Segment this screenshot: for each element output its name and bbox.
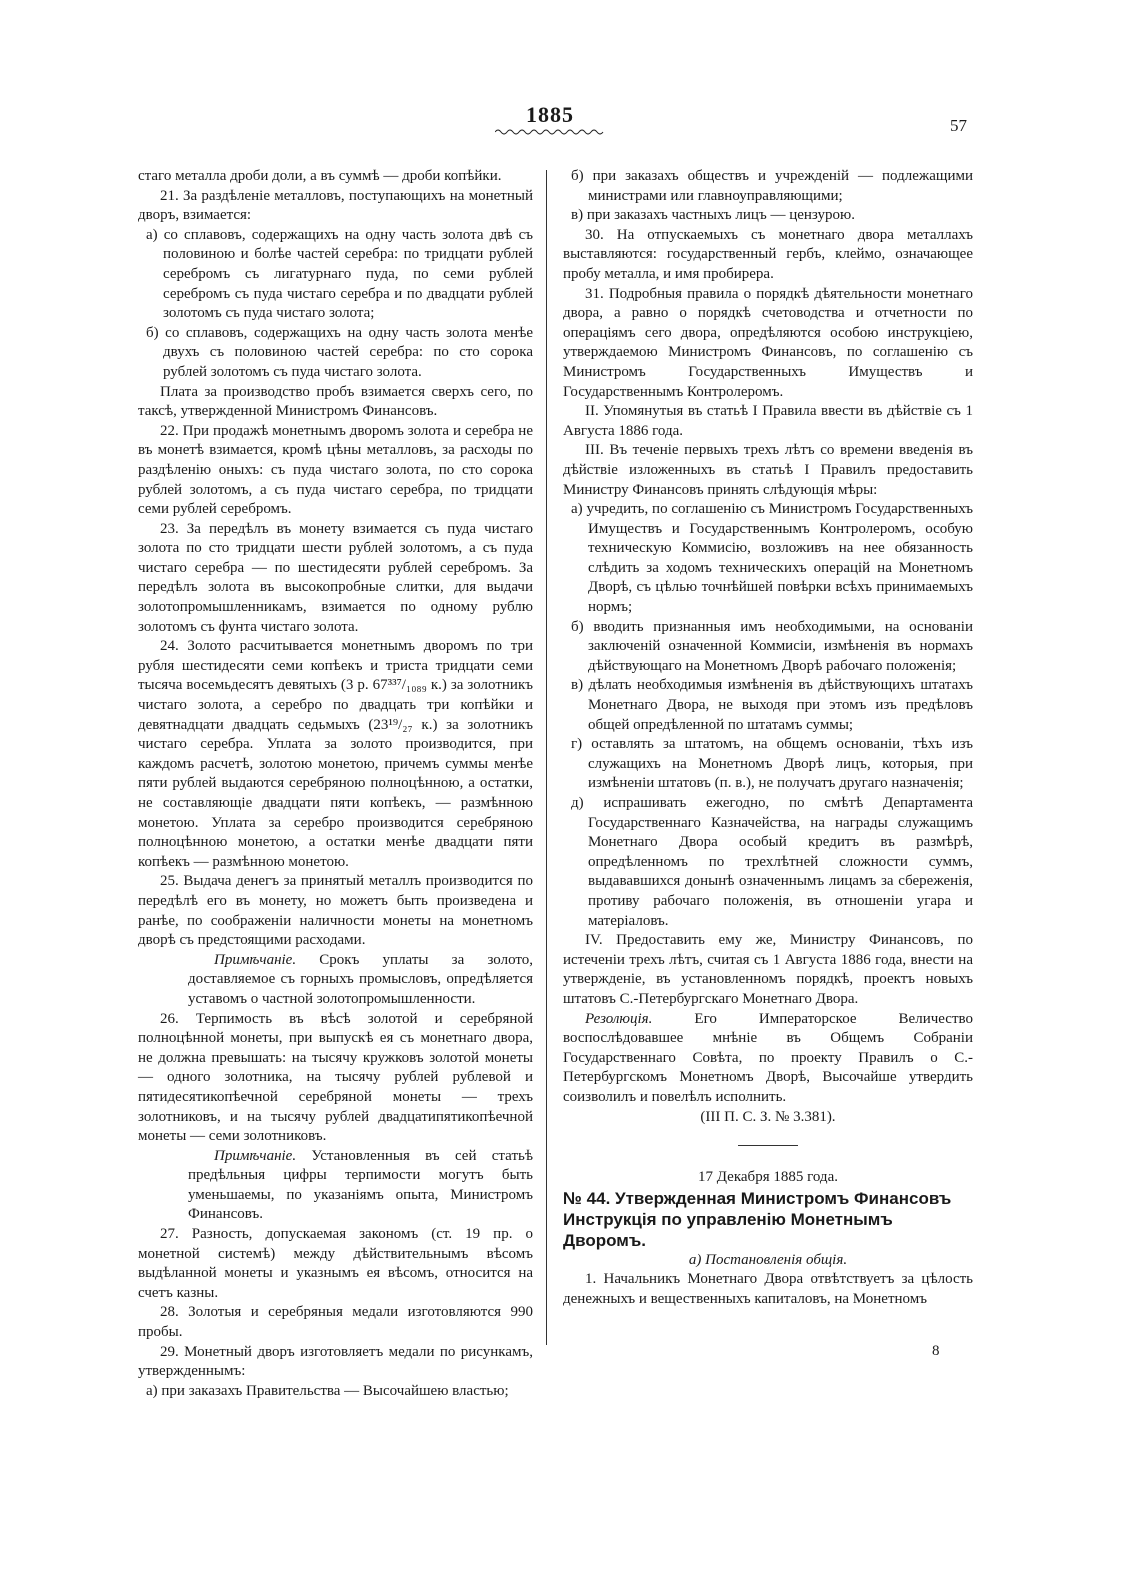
signature-mark: 8 <box>932 1343 940 1359</box>
note-paragraph <box>138 1147 533 1225</box>
note-text: Установленныя въ сей статьѣ предѣльныя цифры терпимости могутъ быть уменьшаемы, по указаніямъ опыта, Министромъ Финансовъ. <box>188 1147 533 1223</box>
header-ornament <box>495 128 605 136</box>
section-rule <box>738 1145 798 1146</box>
paragraph: 24. Золото расчитывается монетнымъ дворомъ по три рубля шестидесяти семи копѣекъ и триста тридцати семи тысяча восемьдесятъ девятыхъ (3 р. 67³³⁷/₁₀₈₉ к.) за золотникъ чистаго золота, а серебро по двадцать три копѣйки и девятнадцати двадцать седьмыхъ (23¹⁹/₂₇ к.) за золотникъ чистаго серебра. Уплата за золото производится, при каждомъ расчетѣ, золотою монетою, причемъ суммы менѣе пяти рублей выдаются серебряною полноцѣнною, а остатки, не составляющіе двадцати пяти копѣекъ, — размѣнною монетою. Уплата за серебро производится серебряною полноцѣнною монетою, а остатки менѣе двадцати пяти копѣекъ — размѣнною монетою. <box>138 638 533 870</box>
paragraph: 26. Терпимость въ вѣсѣ золотой и серебряной полноцѣнной монеты, при выпускѣ ея съ монетнаго двора, не должна превышать: на тысячу кружковъ золотой монеты — одного золотника, на тысячу рублей рублевой и пятидесятикопѣечной серебряной монеты — трехъ золотниковъ, и на тысячу рублей двадцатипятикопѣечной монеты — семи золотниковъ. <box>138 1010 533 1145</box>
right-column <box>563 167 973 1309</box>
note-label: Примѣчаніе. <box>214 1147 297 1164</box>
paragraph: 1. Начальникъ Монетнаго Двора отвѣтствуетъ за цѣлость денежныхъ и вещественныхъ капиталовъ, на Монетномъ <box>563 1271 973 1307</box>
paragraph: II. Упомянутыя въ статьѣ I Правила ввести въ дѣйствіе съ 1 Августа 1886 года. <box>563 403 973 439</box>
paragraph: 31. Подробныя правила о порядкѣ дѣятельности монетнаго двора, а равно о порядкѣ счетоводства и отчетности по операціямъ сего двора, опредѣляются особою инструкціею, утверждаемою Министромъ Финансовъ, по соглашенію съ Министромъ Государственныхъ Имуществъ и Государственнымъ Контролеромъ. <box>563 285 973 400</box>
column-divider <box>546 170 547 1345</box>
note-label: Примѣчаніе. <box>214 951 297 968</box>
list-item: д) испрашивать ежегодно, по смѣтѣ Департамента Государственнаго Казначейства, на награды служащимъ Монетнаго Двора особый кредитъ въ размѣрѣ, опредѣленномъ по трехлѣтней сложности суммъ, выдававшихся донынѣ означеннымъ лицамъ за сбереженія, противу рабочаго положенія, въ отношеніи угара и матеріаловъ. <box>571 795 973 929</box>
paragraph: III. Въ теченіе первыхъ трехъ лѣтъ со времени введенія въ дѣйствіе изложенныхъ въ статьѣ I Правилъ предоставить Министру Финансовъ принять слѣдующія мѣры: <box>563 442 973 498</box>
list-item: а) со сплавовъ, содержащихъ на одну часть золота двѣ съ половиною и болѣе частей серебра: по тридцати рублей серебромъ съ лигатурнаго пуда, по семи рублей серебромъ съ пуда чистаго серебра и по двадцати рублей золотомъ съ пуда чистаго золота; <box>146 226 533 322</box>
note-text: Его Императорское Величество воспослѣдовавшее мнѣніе въ Общемъ Собраніи Государственнаго Совѣта, по проекту Правилъ о С.-Петербургскомъ Монетномъ Дворѣ, Высочайше утвердить соизволилъ и повелѣлъ исполнить. <box>563 1010 973 1105</box>
list-item: в) при заказахъ частныхъ лицъ — цензурою. <box>571 207 855 224</box>
list-item: б) вводить признанныя имъ необходимыми, на основаніи заключеній означенной Коммисіи, измѣненія въ нормахъ дѣйствующаго на Монетномъ Дворѣ рабочаго положенія; <box>571 618 973 674</box>
list-item: б) при заказахъ обществъ и учрежденій — подлежащими министрами или главноуправляющими; <box>571 168 973 204</box>
paragraph: 27. Разность, допускаемая закономъ (ст. 19 пр. о монетной системѣ) между дѣйствительнымъ вѣсомъ выдѣланной монеты и указнымъ ея вѣсомъ, относится на счетъ казны. <box>138 1226 533 1301</box>
paragraph: 29. Монетный дворъ изготовляетъ медали по рисункамъ, утвержденнымъ: <box>138 1343 533 1380</box>
act-title: № 44. Утвержденная Министромъ Финансовъ Инструкція по управленію Монетнымъ Дворомъ. <box>563 1188 952 1250</box>
act-date: 17 Декабря 1885 года. <box>698 1169 838 1186</box>
paragraph: 30. На отпускаемыхъ съ монетнаго двора металлахъ выставляются: государственный гербъ, клеймо, означающее пробу металла, и имя пробирера. <box>563 226 973 282</box>
section-heading: а) Постановленія общія. <box>688 1251 848 1268</box>
paragraph: 28. Золотыя и серебряныя медали изготовляются 990 пробы. <box>138 1304 533 1341</box>
note-paragraph <box>138 951 533 1010</box>
right-column-body <box>563 167 973 1127</box>
header-year: 1885 <box>526 102 574 127</box>
paragraph: стаго металла дроби доли, а въ суммѣ — дроби копѣйки. <box>138 168 502 184</box>
paragraph: 21. За раздѣленіе металловъ, поступающихъ на монетный дворъ, взимается: <box>138 187 533 224</box>
list-item: а) учредить, по соглашенію съ Министромъ Государственныхъ Имуществъ и Государственнымъ Контролеромъ, особую техническую Коммисію, возложивъ на нее обязанность слѣдить за ходомъ техническихъ операцій на Монетномъ Дворѣ, съ цѣлью точнѣйшей повѣрки всѣхъ принимаемыхъ нормъ; <box>571 501 973 616</box>
page-number: 57 <box>950 116 967 135</box>
list-item: б) со сплавовъ, содержащихъ на одну часть золота менѣе двухъ съ половиною частей серебра: по сто сорока рублей золотомъ съ пуда чистаго золота. <box>146 324 533 380</box>
note-text: Срокъ уплаты за золото, доставляемое съ горныхъ промысловъ, опредѣляется уставомъ о частной золотопромышленности. <box>188 951 533 1007</box>
resolution-paragraph <box>563 1010 973 1108</box>
list-item: а) при заказахъ Правительства — Высочайшею властью; <box>146 1382 509 1399</box>
paragraph: 22. При продажѣ монетнымъ дворомъ золота и серебра не въ монетѣ взимается, кромѣ цѣны металловъ, за расходы по раздѣленію оныхъ: съ пуда чистаго золота, по сто сорока рублей золотомъ, а съ пуда чистаго серебра, по тридцати семи рублей серебромъ. <box>138 422 533 518</box>
note-label: Резолюція. <box>585 1010 653 1027</box>
list-item: г) оставлять за штатомъ, на общемъ основаніи, тѣхъ изъ служащихъ на Монетномъ Дворѣ лицъ, которыя, при измѣненіи штатовъ (п. в.), не получатъ другаго назначенія; <box>571 736 973 792</box>
paragraph: Плата за производство пробъ взимается сверхъ сего, по таксѣ, утвержденной Министромъ Финансовъ. <box>138 383 533 420</box>
citation: (III П. С. З. № 3.381). <box>700 1108 836 1125</box>
paragraph: 23. За передѣлъ въ монету взимается съ пуда чистаго золота по сто тридцати шести рублей золотомъ, а съ пуда чистаго серебра — по шестидесяти рублей серебромъ. За передѣлъ золота въ высокопробные слитки, для выдачи золотопромышленникамъ, взимается по одному рублю золотомъ съ фунта чистаго золота. <box>138 520 533 635</box>
paragraph: 25. Выдача денегъ за принятый металлъ производится по передѣлѣ его въ монету, но можетъ быть произведена и ранѣе, по соображеніи наличности монеты на монетномъ дворѣ съ предстоящими расходами. <box>138 873 533 949</box>
paragraph: IV. Предоставить ему же, Министру Финансовъ, по истеченіи трехъ лѣтъ, считая съ 1 Августа 1886 года, внести на утвержденіе, въ установленномъ порядкѣ, проектъ новыхъ штатовъ С.-Петербургскаго Монетнаго Двора. <box>563 932 973 1007</box>
list-item: в) дѣлать необходимыя измѣненія въ дѣйствующихъ штатахъ Монетнаго Двора, не выходя при этомъ изъ предѣловъ общей опредѣленной по штатамъ суммы; <box>571 677 973 733</box>
left-column <box>138 167 533 1401</box>
